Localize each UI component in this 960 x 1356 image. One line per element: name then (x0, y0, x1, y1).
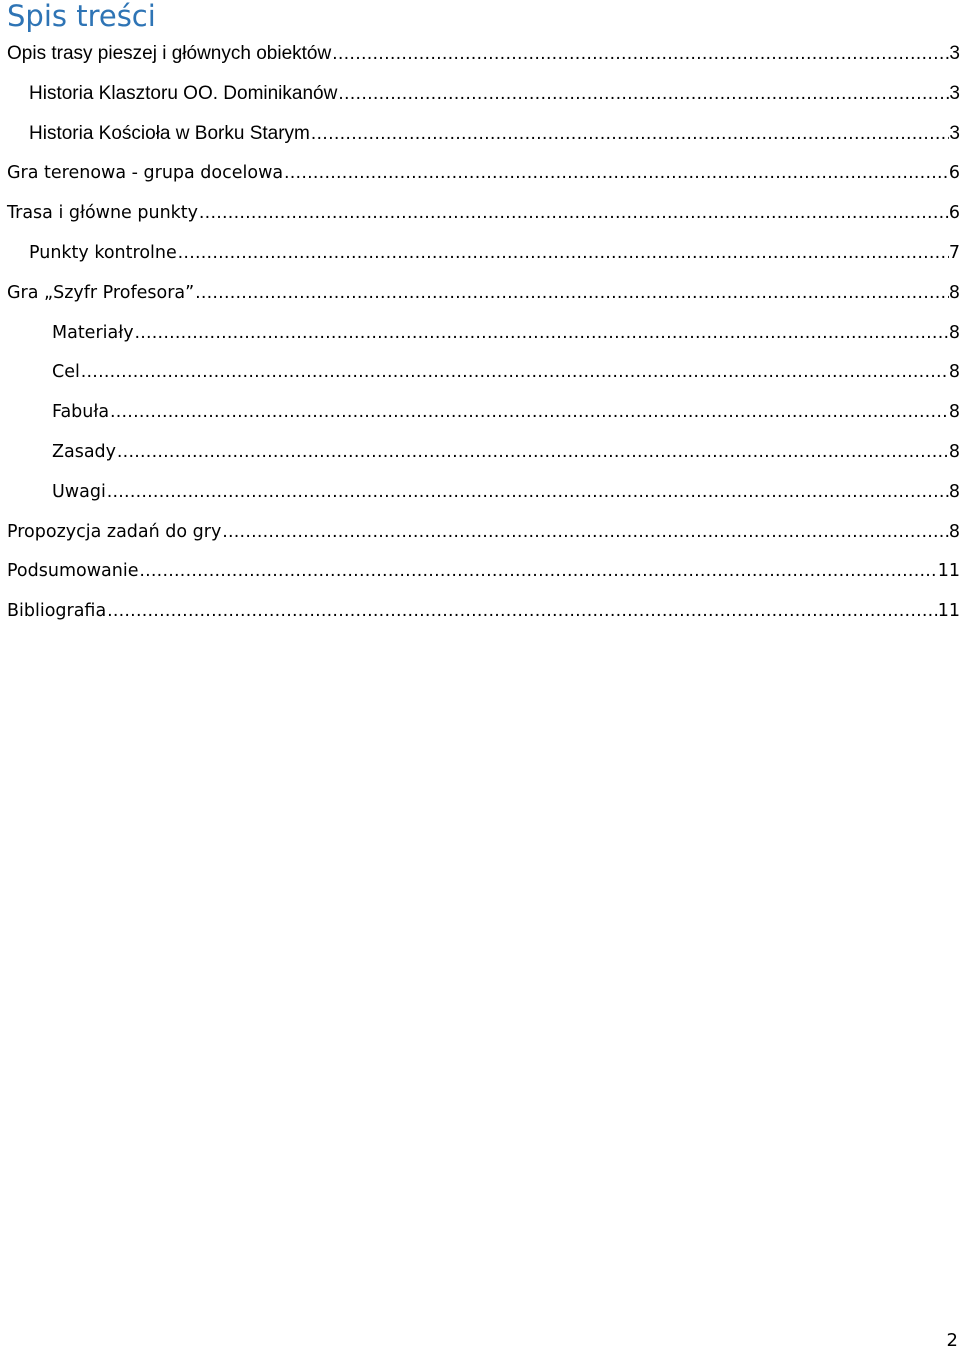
toc-entry-page: 3 (949, 82, 960, 104)
toc-entry-leader (194, 278, 949, 308)
toc-entry-leader (80, 357, 949, 387)
toc-entry-text: Gra „Szyfr Profesora” (7, 282, 195, 303)
toc-entry-leader (331, 39, 949, 69)
toc-entry-text: Podsumowanie (7, 561, 139, 582)
toc-entry-page: 7 (948, 242, 960, 263)
toc-entry-leader (337, 79, 949, 109)
toc-entry[interactable] (7, 517, 960, 557)
toc-entry-leader (177, 238, 949, 268)
toc-entry[interactable] (7, 318, 960, 358)
toc-entry-page: 3 (949, 122, 960, 144)
toc-entry-page: 8 (948, 402, 960, 423)
toc-entry[interactable] (7, 556, 960, 596)
toc-entry-page: 11 (937, 601, 960, 622)
toc-entry-text: Opis trasy pieszej i głównych obiektów (7, 43, 332, 64)
toc-entry-page: 8 (948, 481, 960, 502)
toc-entry-text: Zasady (52, 441, 117, 462)
toc-entry-text: Gra terenowa - grupa docelowa (7, 163, 284, 184)
toc-entry-text: Historia Klasztoru OO. Dominikanów (29, 82, 338, 104)
toc-entry[interactable] (7, 158, 960, 198)
toc-entry-text: Uwagi (52, 481, 106, 502)
toc-entry-leader (109, 397, 949, 427)
toc-entry-leader (116, 437, 949, 467)
toc-entry-text: Historia Kościoła w Borku Starym (29, 122, 310, 144)
toc-entry[interactable] (7, 437, 960, 477)
toc-entry-leader (310, 119, 950, 149)
toc-entry-leader (283, 158, 949, 188)
toc-entry-text: Materiały (52, 322, 134, 343)
toc-entry-leader (138, 556, 937, 586)
toc-entry[interactable] (7, 596, 960, 636)
toc-entry-page: 6 (948, 163, 960, 184)
toc-entry-page: 6 (948, 203, 960, 224)
toc-entry[interactable] (7, 119, 960, 159)
toc-entry-leader (198, 198, 949, 228)
toc-entry-page: 8 (948, 282, 960, 303)
toc-entry-leader (134, 318, 949, 348)
page-number: 2 (946, 1330, 958, 1351)
toc-entry-text: Propozycja zadań do gry (7, 521, 222, 542)
toc-entry-page: 8 (948, 362, 960, 383)
toc-entry[interactable] (7, 238, 960, 278)
toc-entry-page: 8 (948, 521, 960, 542)
toc-entry-leader (221, 517, 949, 547)
toc-entry-page: 8 (948, 322, 960, 343)
toc-entry-page: 3 (949, 43, 960, 64)
toc-entry-leader (106, 596, 938, 626)
toc-title: Spis treści (7, 0, 156, 33)
toc-entry-text: Punkty kontrolne (29, 242, 177, 263)
toc-entry-text: Trasa i główne punkty (7, 203, 199, 224)
toc-entry-text: Bibliografia (7, 601, 107, 622)
toc-entry-text: Cel (52, 362, 80, 383)
toc-entry[interactable] (7, 278, 960, 318)
toc-entry[interactable] (7, 39, 960, 79)
table-of-contents (7, 39, 960, 636)
toc-entry[interactable] (7, 357, 960, 397)
toc-entry-leader (106, 477, 949, 507)
toc-entry[interactable] (7, 397, 960, 437)
toc-entry-page: 8 (948, 441, 960, 462)
toc-entry-page: 11 (937, 561, 960, 582)
toc-entry[interactable] (7, 477, 960, 517)
toc-entry-text: Fabuła (52, 402, 110, 423)
toc-entry[interactable] (7, 198, 960, 238)
toc-entry[interactable] (7, 79, 960, 119)
